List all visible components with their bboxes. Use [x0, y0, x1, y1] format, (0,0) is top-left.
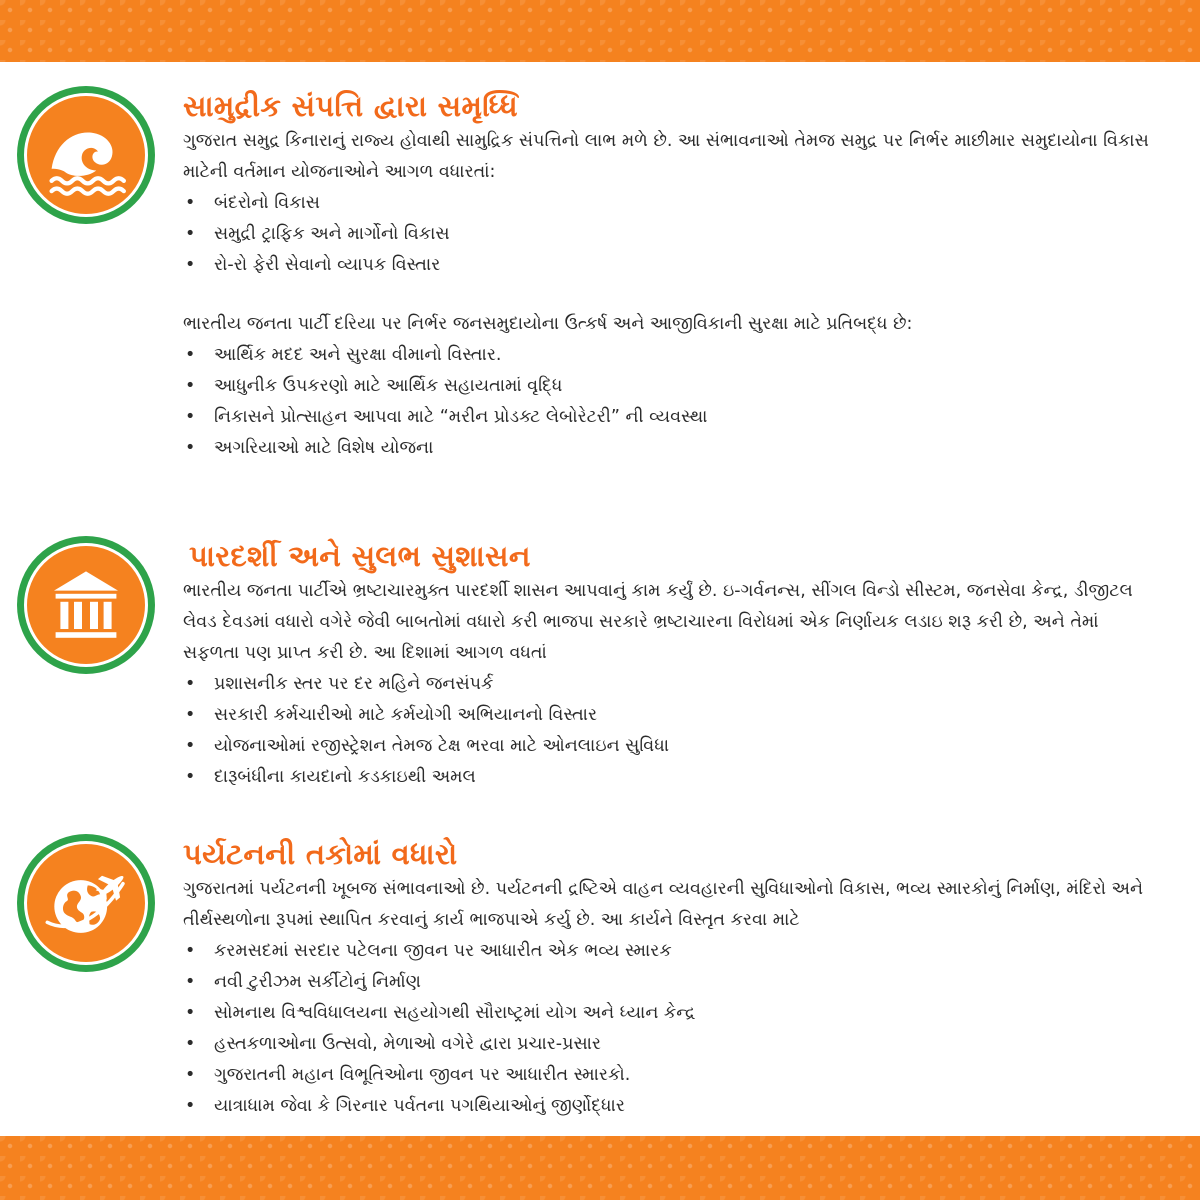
bullet-list-2	[183, 340, 1158, 464]
list-item: • સોમનાથ વિશ્વવિધાલયના સહયોગથી સૌરાષ્ટ્રમાં યોગ અને ધ્યાન કેન્દ્ર	[183, 998, 1158, 1029]
decorative-top-band	[0, 0, 1200, 62]
list-item: • નવી ટુરીઝમ સર્કીટોનું નિર્માણ	[183, 967, 1158, 998]
section-paragraph: ગુજરાતમાં પર્યટનની ખૂબજ સંભાવનાઓ છે. પર્યટનની દ્રષ્ટિએ વાહન વ્યવહારની સુવિધાઓનો વિકાસ, ભવ્ય સ્મારકોનું નિર્માણ, મંદિરો અને તીર્થસ્થળોના રૂપમાં સ્થાપિત કરવાનું કાર્ય ભાજપાએ કર્યુ છે. આ કાર્યને વિસ્તૃત કરવા માટે	[183, 879, 1144, 930]
list-item: • ગુજરાતની મહાન વિભૂતિઓના જીવન પર આધારીત સ્મારકો.	[183, 1060, 1158, 1091]
section-title: પર્યટનની તકોમાં વધારો	[183, 837, 458, 871]
section-content	[183, 834, 1158, 1122]
section-title: સામુદ્રીક સંપત્તિ દ્વારા સમૃધ્ધિ	[183, 89, 518, 123]
section-icon-badge	[17, 834, 155, 972]
section-paragraph: ગુજરાત સમુદ્ર કિનારાનું રાજ્ય હોવાથી સામુદ્રિક સંપત્તિનો લાભ મળે છે. આ સંભાવનાઓ તેમજ સમુદ્ર પર નિર્ભર માછીમાર સમુદાયોના વિકાસ માટેની વર્તમાન યોજનાઓને આગળ વધારતાં:	[183, 131, 1149, 182]
section-paragraph-2: ભારતીય જનતા પાર્ટી દરિયા પર નિર્ભર જનસમુદાયોના ઉત્કર્ષ અને આજીવિકાની સુરક્ષા માટે પ્રતિબદ્ધ છે:	[183, 314, 913, 334]
list-item: • કરમસદમાં સરદાર પટેલના જીવન પર આધારીત એક ભવ્ય સ્મારક	[183, 936, 1158, 967]
list-item: • સમુદ્રી ટ્રાફિક અને માર્ગોનો વિકાસ	[183, 219, 1158, 250]
bullet-list	[183, 936, 1158, 1122]
bullet-list	[183, 188, 1158, 281]
list-item: • બંદરોનો વિકાસ	[183, 188, 1158, 219]
government-building-icon	[46, 565, 126, 645]
bullet-list	[183, 669, 1158, 793]
list-item: • હસ્તકળાઓના ઉત્સવો, મેળાઓ વગેરે દ્વારા પ્રચાર-પ્રસાર	[183, 1029, 1158, 1060]
section-content	[183, 536, 1158, 793]
section-paragraph: ભારતીય જનતા પાર્ટીએ ભ્રષ્ટાચારમુક્ત પારદર્શી શાસન આપવાનું કામ કર્યું છે. ઇ-ગર્વનન્સ, સીંગલ વિન્ડો સીસ્ટમ, જનસેવા કેન્દ્ર, ડીજીટલ લેવડ દેવડમાં વધારો વગેરે જેવી બાબતોમાં વધારો કરી ભાજપા સરકારે ભ્રષ્ટાચારના વિરોધમાં એક નિર્ણાયક લડાઇ શરૂ કરી છે, અને તેમાં સફળતા પણ પ્રાપ્ત કરી છે. આ દિશામાં આગળ વધતાં	[183, 581, 1133, 663]
list-item: • યાત્રાધામ જેવા કે ગિરનાર પર્વતના પગથિયાઓનું જીર્ણોદ્ધાર	[183, 1091, 1158, 1122]
section-icon-badge	[17, 536, 155, 674]
list-item: • આર્થિક મદદ અને સુરક્ષા વીમાનો વિસ્તાર.	[183, 340, 1158, 371]
ocean-wave-icon	[43, 112, 129, 198]
list-item: • દારૂબંધીના કાયદાનો કડકાઇથી અમલ	[183, 762, 1158, 793]
list-item: • અગરિયાઓ માટે વિશેષ યોજના	[183, 433, 1158, 464]
decorative-bottom-band	[0, 1136, 1200, 1200]
section-content	[183, 86, 1158, 464]
list-item: • પ્રશાસનીક સ્તર પર દર મહિને જનસંપર્ક	[183, 669, 1158, 700]
list-item: • નિકાસને પ્રોત્સાહન આપવા માટે “મરીન પ્રોડક્ટ લેબોરેટરી” ની વ્યવસ્થા	[183, 402, 1158, 433]
list-item: • સરકારી કર્મચારીઓ માટે કર્મયોગી અભિયાનનો વિસ્તાર	[183, 700, 1158, 731]
list-item: • આધુનીક ઉપકરણો માટે આર્થિક સહાયતામાં વૃદ્ધિ	[183, 371, 1158, 402]
list-item: • રો-રો ફેરી સેવાનો વ્યાપક વિસ્તાર	[183, 250, 1158, 281]
globe-airplane-icon	[42, 859, 130, 947]
section-icon-badge	[17, 86, 155, 224]
list-item: • યોજનાઓમાં રજીસ્ટ્રેશન તેમજ ટેક્ષ ભરવા માટે ઓનલાઇન સુવિધા	[183, 731, 1158, 762]
section-title: પારદર્શી અને સુલભ સુશાસન	[189, 539, 531, 573]
